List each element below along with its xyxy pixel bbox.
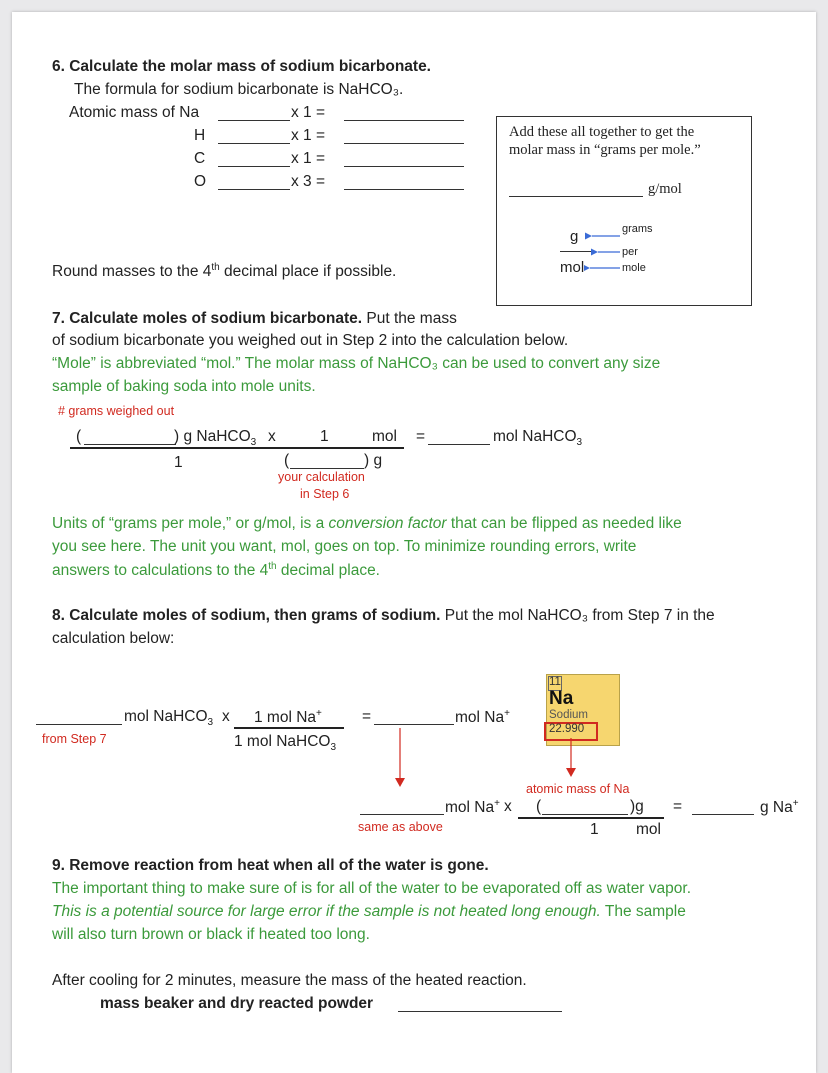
s6-na-result-blank[interactable] <box>344 120 464 121</box>
s6-c-result-blank[interactable] <box>344 166 464 167</box>
s6-mult-na: x 1 = <box>291 104 326 121</box>
s6-c-mass-blank[interactable] <box>218 166 290 167</box>
s9-green-2: This is a potential source for large error if the sample is not heated long enough. The sample <box>52 903 686 920</box>
s8-heading: 8. Calculate moles of sodium, then grams of sodium. Put the mol NaHCO₃ from Step 7 in the <box>52 607 715 624</box>
s8-fraction-bar <box>234 727 344 729</box>
s7-fraction-bar-1 <box>70 447 280 449</box>
s8-atomic-mass-blank[interactable] <box>542 814 628 815</box>
s7-mol-result-blank[interactable] <box>428 444 490 445</box>
s7-heading: 7. Calculate moles of sodium bicarbonate. Put the mass <box>52 310 457 327</box>
s8-mol-na: mol Na+ <box>455 708 510 727</box>
s7-grams-blank[interactable] <box>84 444 176 445</box>
s8-denominator: 1 mol NaHCO$_3$ <box>234 733 337 754</box>
s7-your-calc-label: your calculation <box>278 470 365 484</box>
s6-element-c: C <box>194 150 206 167</box>
s8-denom-one: 1 <box>590 821 599 838</box>
s9-mass-label: mass beaker and dry reacted powder <box>100 995 374 1012</box>
s6-formula-line: The formula for sodium bicarbonate is NaHCO₃. <box>74 81 404 98</box>
diagram-grams: grams <box>622 223 653 235</box>
s7-green-2: sample of baking soda into mole units. <box>52 378 316 395</box>
tile-atomic-number: 11 <box>549 676 561 688</box>
s7-green-4: you see here. The unit you want, mol, goes on top. To minimize rounding errors, write <box>52 538 637 555</box>
s8-equals: = <box>362 708 372 725</box>
s7-green-1: “Mole” is abbreviated “mol.” The molar mass of NaHCO₃ can be used to convert any size <box>52 355 661 372</box>
s6-o-mass-blank[interactable] <box>218 189 290 190</box>
s7-in-step6-label: in Step 6 <box>300 487 350 501</box>
s8-mol-nahco: mol NaHCO$_3$ <box>124 708 214 729</box>
s8-grams-na-blank[interactable] <box>692 814 754 815</box>
s8-mol-na-blank[interactable] <box>374 724 454 725</box>
s8-same-as-above-label: same as above <box>358 820 443 834</box>
s7-denom-one: 1 <box>174 454 183 471</box>
s6-element-o: O <box>194 173 207 190</box>
s7-num-one: 1 <box>320 428 329 445</box>
box-unit: g/mol <box>648 181 682 197</box>
s6-mult-c: x 1 = <box>291 150 326 167</box>
s9-heading: 9. Remove reaction from heat when all of the water is gone. <box>52 857 489 874</box>
s7-times: x <box>268 428 276 445</box>
s6-h-mass-blank[interactable] <box>218 143 290 144</box>
s8-equals-2: = <box>673 798 683 815</box>
s8-denom-mol: mol <box>636 821 661 838</box>
s7-grams-weighed-label: # grams weighed out <box>58 404 175 418</box>
s9-green-3: will also turn brown or black if heated too long. <box>52 926 370 943</box>
diagram-per: per <box>622 246 638 258</box>
s7-den-paren: ( <box>284 452 290 469</box>
s7-green-5: answers to calculations to the 4th decimal place. <box>52 561 380 580</box>
s7-paren-open: ( <box>76 428 82 445</box>
s6-h-result-blank[interactable] <box>344 143 464 144</box>
s9-mass-blank[interactable] <box>398 1011 562 1012</box>
diagram-g: g <box>570 228 579 245</box>
s7-line2: of sodium bicarbonate you weighed out in Step 2 into the calculation below. <box>52 332 569 349</box>
s9-after-cooling: After cooling for 2 minutes, measure the mass of the heated reaction. <box>52 972 527 989</box>
tile-name: Sodium <box>549 709 588 721</box>
s6-round-note: Round masses to the 4th decimal place if possible. <box>52 262 397 281</box>
s8-mol-na-repeat-blank[interactable] <box>360 814 444 815</box>
s7-fraction-bar-2 <box>278 447 404 449</box>
diagram-mol: mol <box>560 259 585 276</box>
s7-mol-nahco: mol NaHCO$_3$ <box>493 428 583 449</box>
s7-equals: = <box>416 428 426 445</box>
tile-down-arrow-icon <box>565 738 577 778</box>
s8-times-2: x <box>504 798 512 815</box>
s8-g-na: g Na+ <box>760 798 799 817</box>
tile-symbol: Na <box>549 688 574 709</box>
s6-o-result-blank[interactable] <box>344 189 464 190</box>
s8-mol-nahco-blank[interactable] <box>36 724 122 725</box>
s8-mol-na-2: mol Na+ <box>445 798 500 817</box>
s6-mult-h: x 1 = <box>291 127 326 144</box>
s7-num-mol: mol <box>372 428 397 445</box>
s8-down-arrow-icon <box>394 728 406 788</box>
s7-g-nahco: ) g NaHCO$_3$ <box>174 428 257 449</box>
s6-element-h: H <box>194 127 206 144</box>
diagram-mole: mole <box>622 262 646 274</box>
s7-molar-mass-blank[interactable] <box>290 468 364 469</box>
s9-green-1: The important thing to make sure of is for all of the water to be evaporated off as water vapor. <box>52 880 692 897</box>
s7-green-3: Units of “grams per mole,” or g/mol, is a conversion factor that can be flipped as needed like <box>52 515 682 532</box>
s6-mult-o: x 3 = <box>291 173 326 190</box>
tile-atomic-mass: 22.990 <box>549 723 585 735</box>
s8-from-step7-label: from Step 7 <box>42 732 107 746</box>
s6-atomic-label: Atomic mass of Na <box>69 104 200 121</box>
s8-close-g: )g <box>630 798 644 815</box>
s8-paren: ( <box>536 798 542 815</box>
s8-times: x <box>222 708 230 725</box>
box-text-1: Add these all together to get the <box>509 124 695 140</box>
s6-na-mass-blank[interactable] <box>218 120 290 121</box>
worksheet-page <box>12 12 816 1073</box>
box-molar-mass-blank[interactable] <box>509 196 643 197</box>
s8-line2: calculation below: <box>52 630 175 647</box>
s6-heading: 6. Calculate the molar mass of sodium bicarbonate. <box>52 58 431 75</box>
box-text-2: molar mass in “grams per mole.” <box>509 142 701 158</box>
s7-den-close-g: ) g <box>364 452 383 469</box>
s8-numerator: 1 mol Na+ <box>254 708 322 727</box>
s8-fraction-bar-2 <box>518 817 664 819</box>
atomic-mass-na-label: atomic mass of Na <box>526 782 630 796</box>
